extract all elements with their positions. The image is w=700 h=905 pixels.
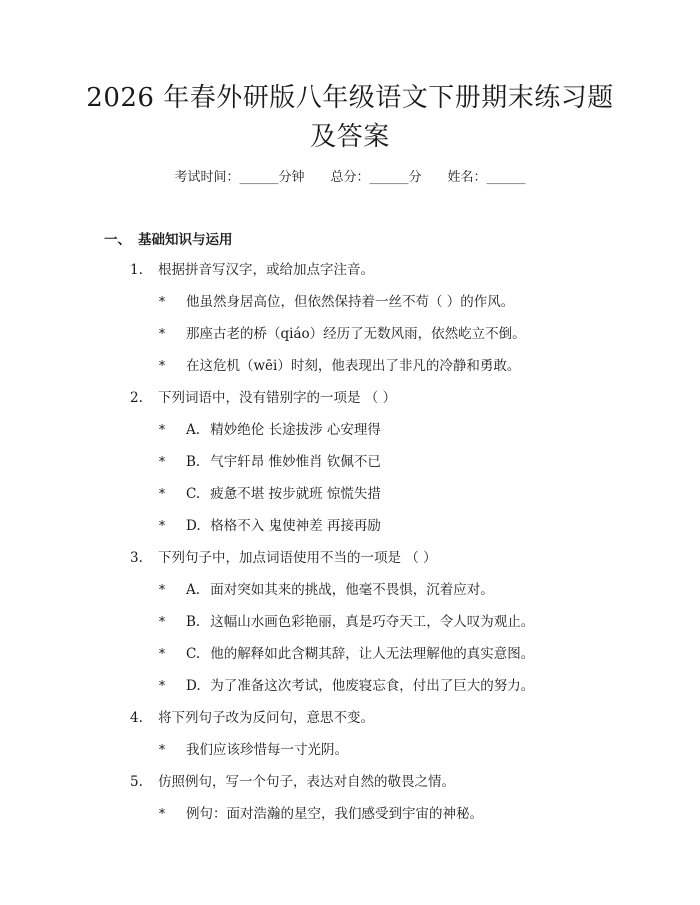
question-text: 下列句子中，加点词语使用不当的一项是 （ ） <box>158 550 437 566</box>
section-number: 一、 <box>104 232 131 248</box>
item-text: 那座古老的桥（qiáo）经历了无数风雨，依然屹立不倒。 <box>186 326 526 342</box>
question-1 <box>130 260 374 280</box>
bullet-icon: * <box>158 294 167 310</box>
option-letter: D. <box>186 678 201 694</box>
option-item <box>158 580 494 600</box>
option-text: 疲惫不堪 按步就班 惊慌失措 <box>210 486 381 502</box>
list-item <box>158 804 483 824</box>
student-name-field: 姓名：______ <box>447 170 526 185</box>
option-letter: C. <box>186 646 201 662</box>
option-text: 气宇轩昂 惟妙惟肖 钦佩不已 <box>210 454 381 470</box>
list-item <box>158 324 526 344</box>
question-number: 2. <box>130 390 143 406</box>
option-item <box>158 612 534 632</box>
bullet-icon: * <box>158 646 167 662</box>
bullet-icon: * <box>158 486 167 502</box>
option-text: 精妙绝伦 长途拔涉 心安理得 <box>210 422 381 438</box>
item-text: 例句：面对浩瀚的星空，我们感受到宇宙的神秘。 <box>186 806 483 822</box>
list-item <box>158 356 520 376</box>
list-item <box>158 740 348 760</box>
exam-time-field: 考试时间：______分钟 <box>174 170 305 185</box>
question-number: 3. <box>130 550 143 566</box>
list-item <box>158 292 514 312</box>
bullet-icon: * <box>158 518 167 534</box>
total-score-field: 总分：______分 <box>330 170 422 185</box>
option-item <box>158 452 381 472</box>
bullet-icon: * <box>158 454 167 470</box>
bullet-icon: * <box>158 806 167 822</box>
option-text: 面对突如其来的挑战，他毫不畏惧，沉着应对。 <box>210 582 494 598</box>
bullet-icon: * <box>158 614 167 630</box>
option-letter: D. <box>186 518 201 534</box>
question-text: 下列词语中，没有错别字的一项是 （ ） <box>158 390 397 406</box>
question-3 <box>130 548 437 568</box>
option-letter: B. <box>186 614 201 630</box>
question-5 <box>130 772 455 792</box>
section-title: 基础知识与运用 <box>138 232 233 248</box>
option-letter: A. <box>186 422 201 438</box>
bullet-icon: * <box>158 326 167 342</box>
question-text: 仿照例句，写一个句子，表达对自然的敬畏之情。 <box>158 774 455 790</box>
option-text: 格格不入 鬼使神差 再接再励 <box>210 518 381 534</box>
option-letter: C. <box>186 486 201 502</box>
bullet-icon: * <box>158 358 167 374</box>
option-item <box>158 644 534 664</box>
question-number: 1. <box>130 262 143 278</box>
item-text: 在这危机（wēi）时刻，他表现出了非凡的冷静和勇敢。 <box>186 358 521 374</box>
bullet-icon: * <box>158 678 167 694</box>
question-number: 5. <box>130 774 143 790</box>
exam-meta <box>0 168 700 188</box>
section-heading <box>104 228 233 248</box>
option-item <box>158 516 381 536</box>
option-letter: A. <box>186 582 201 598</box>
bullet-icon: * <box>158 422 167 438</box>
option-letter: B. <box>186 454 201 470</box>
option-item <box>158 420 381 440</box>
option-text: 为了准备这次考试，他废寝忘食，付出了巨大的努力。 <box>210 678 535 694</box>
item-text: 他虽然身居高位，但依然保持着一丝不苟（ ）的作风。 <box>186 294 515 310</box>
page-title-line-1: 2026 年春外研版八年级语文下册期末练习题 <box>86 83 614 113</box>
item-text: 我们应该珍惜每一寸光阴。 <box>186 742 348 758</box>
question-text: 根据拼音写汉字，或给加点字注音。 <box>158 262 374 278</box>
option-item <box>158 676 534 696</box>
bullet-icon: * <box>158 742 167 758</box>
page-title-line-2: 及答案 <box>310 122 390 152</box>
bullet-icon: * <box>158 582 167 598</box>
option-text: 这幅山水画色彩艳丽，真是巧夺天工，令人叹为观止。 <box>210 614 535 630</box>
question-text: 将下列句子改为反问句，意思不变。 <box>158 710 374 726</box>
question-number: 4. <box>130 710 143 726</box>
option-item <box>158 484 381 504</box>
option-text: 他的解释如此含糊其辞，让人无法理解他的真实意图。 <box>210 646 535 662</box>
question-4 <box>130 708 374 728</box>
question-2 <box>130 388 396 408</box>
